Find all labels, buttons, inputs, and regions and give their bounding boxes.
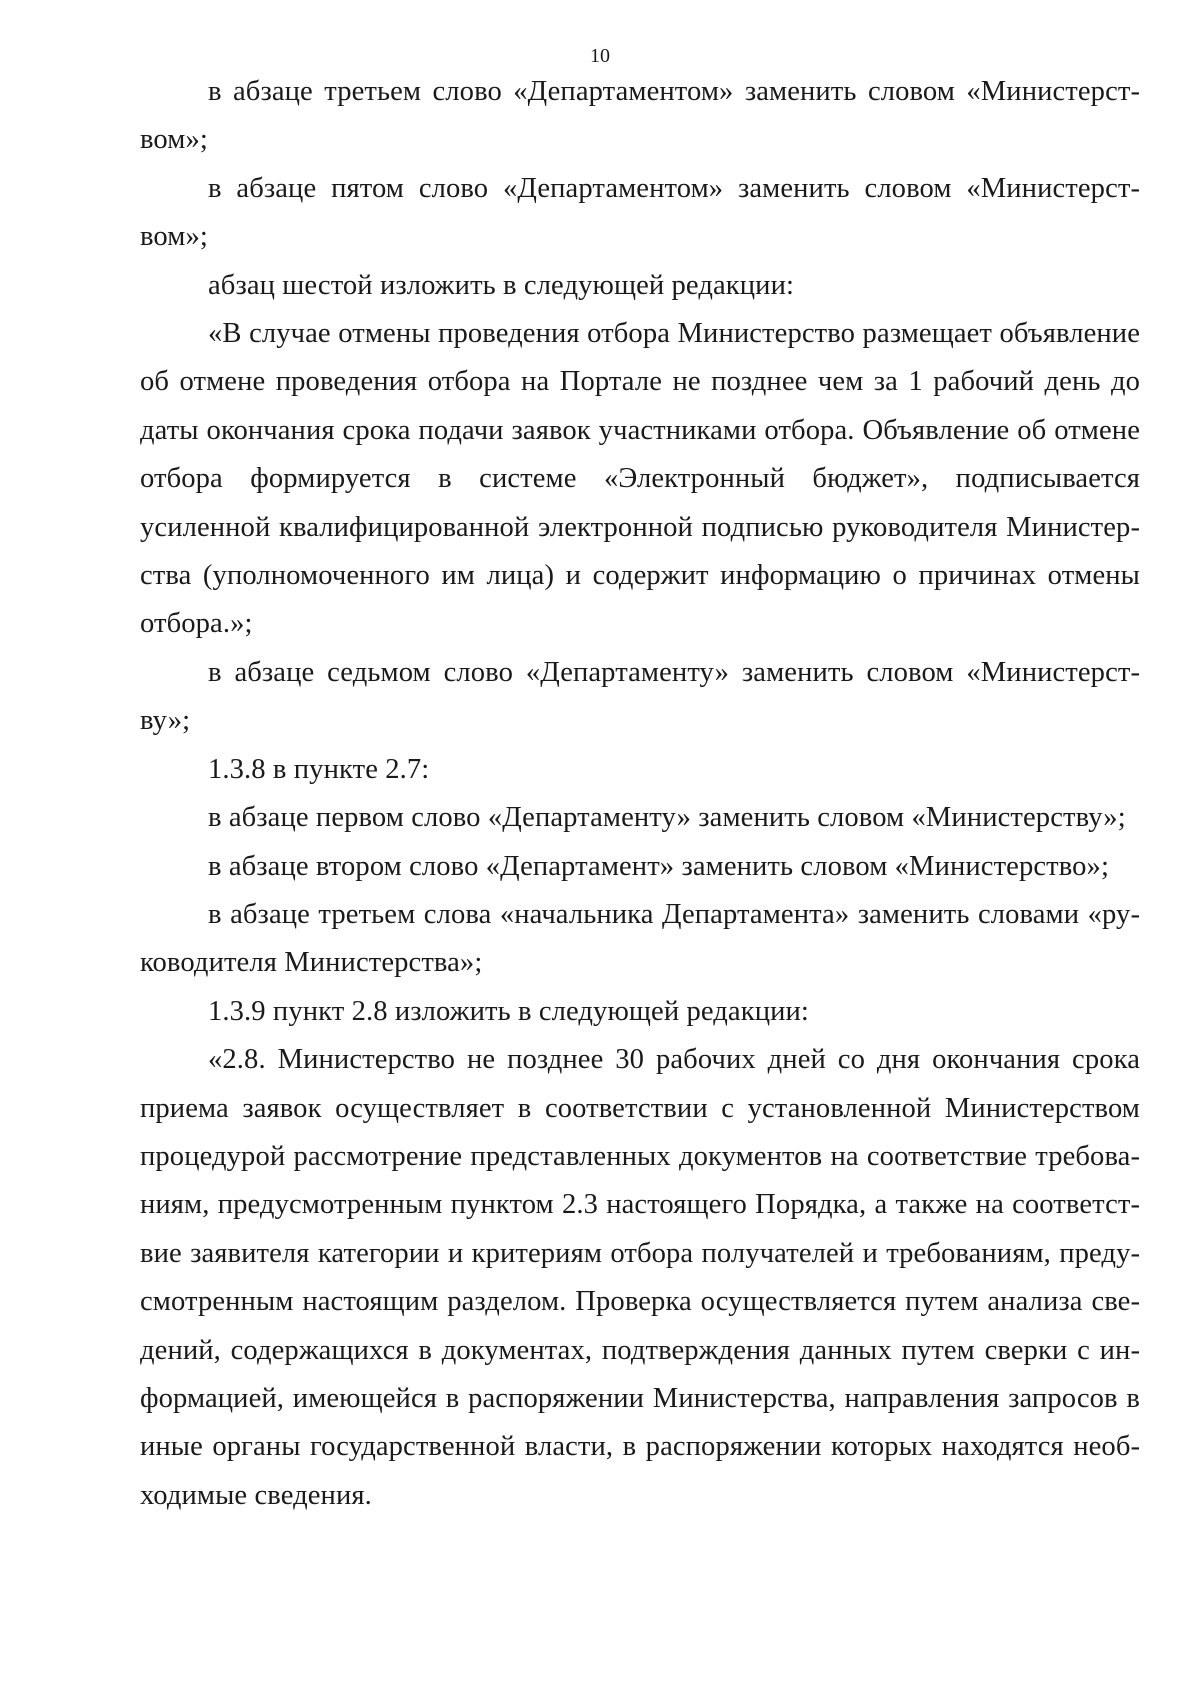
paragraph-2: в абзаце пятом слово «Департаментом» заменить словом «Министерством»; xyxy=(140,172,1140,253)
paragraph-4: «В случае отмены проведения отбора Министерство размещает объявление об отмене проведения отбора на Портале не позднее чем за 1 рабочий день до даты окончания срока подачи заявок участниками отбора. Объявление об отмене отбора формируется в системе «Электронный бюджет», подписывается усиленной квалифицированной электронной подписью руководителя Министерства (уполномоченного им лица) и содержит информацию о причинах отмены отбора.»; xyxy=(140,318,1140,640)
paragraph-5: в абзаце седьмом слово «Департаменту» заменить словом «Министерству»; xyxy=(140,656,1140,737)
paragraph-6: 1.3.8 в пункте 2.7: xyxy=(208,753,430,785)
paragraph-11: «2.8. Министерство не позднее 30 рабочих дней со дня окончания срока приема заявок осуществляет в соответствии с установленной Министерством процедурой рассмотрение представленных документов на соответствие требованиям, предусмотренным пунктом 2.3 настоящего Порядка, а также на соответствие заявителя категории и критериям отбора получателей и требованиям, предусмотренным настоящим разделом. Проверка осуществляется путем анализа сведений, содержащихся в документах, подтверждения данных путем сверки с информацией, имеющейся в распоряжении Министерства, направления запросов в иные органы государственной власти, в распоряжении которых находятся необходимые сведения. xyxy=(140,1044,1140,1511)
paragraph-9: в абзаце третьем слова «начальника Департамента» заменить словами «руководителя Министерства»; xyxy=(140,898,1140,979)
document-body xyxy=(140,68,1140,1520)
paragraph-10: 1.3.9 пункт 2.8 изложить в следующей редакции: xyxy=(208,995,809,1027)
paragraph-7: в абзаце первом слово «Департаменту» заменить словом «Министерству»; xyxy=(208,802,1126,834)
paragraph-8: в абзаце втором слово «Департамент» заменить словом «Министерство»; xyxy=(208,850,1109,882)
page-number: 10 xyxy=(590,45,610,67)
paragraph-3: абзац шестой изложить в следующей редакции: xyxy=(208,269,795,301)
paragraph-1: в абзаце третьем слово «Департаментом» заменить словом «Министерством»; xyxy=(140,76,1140,156)
